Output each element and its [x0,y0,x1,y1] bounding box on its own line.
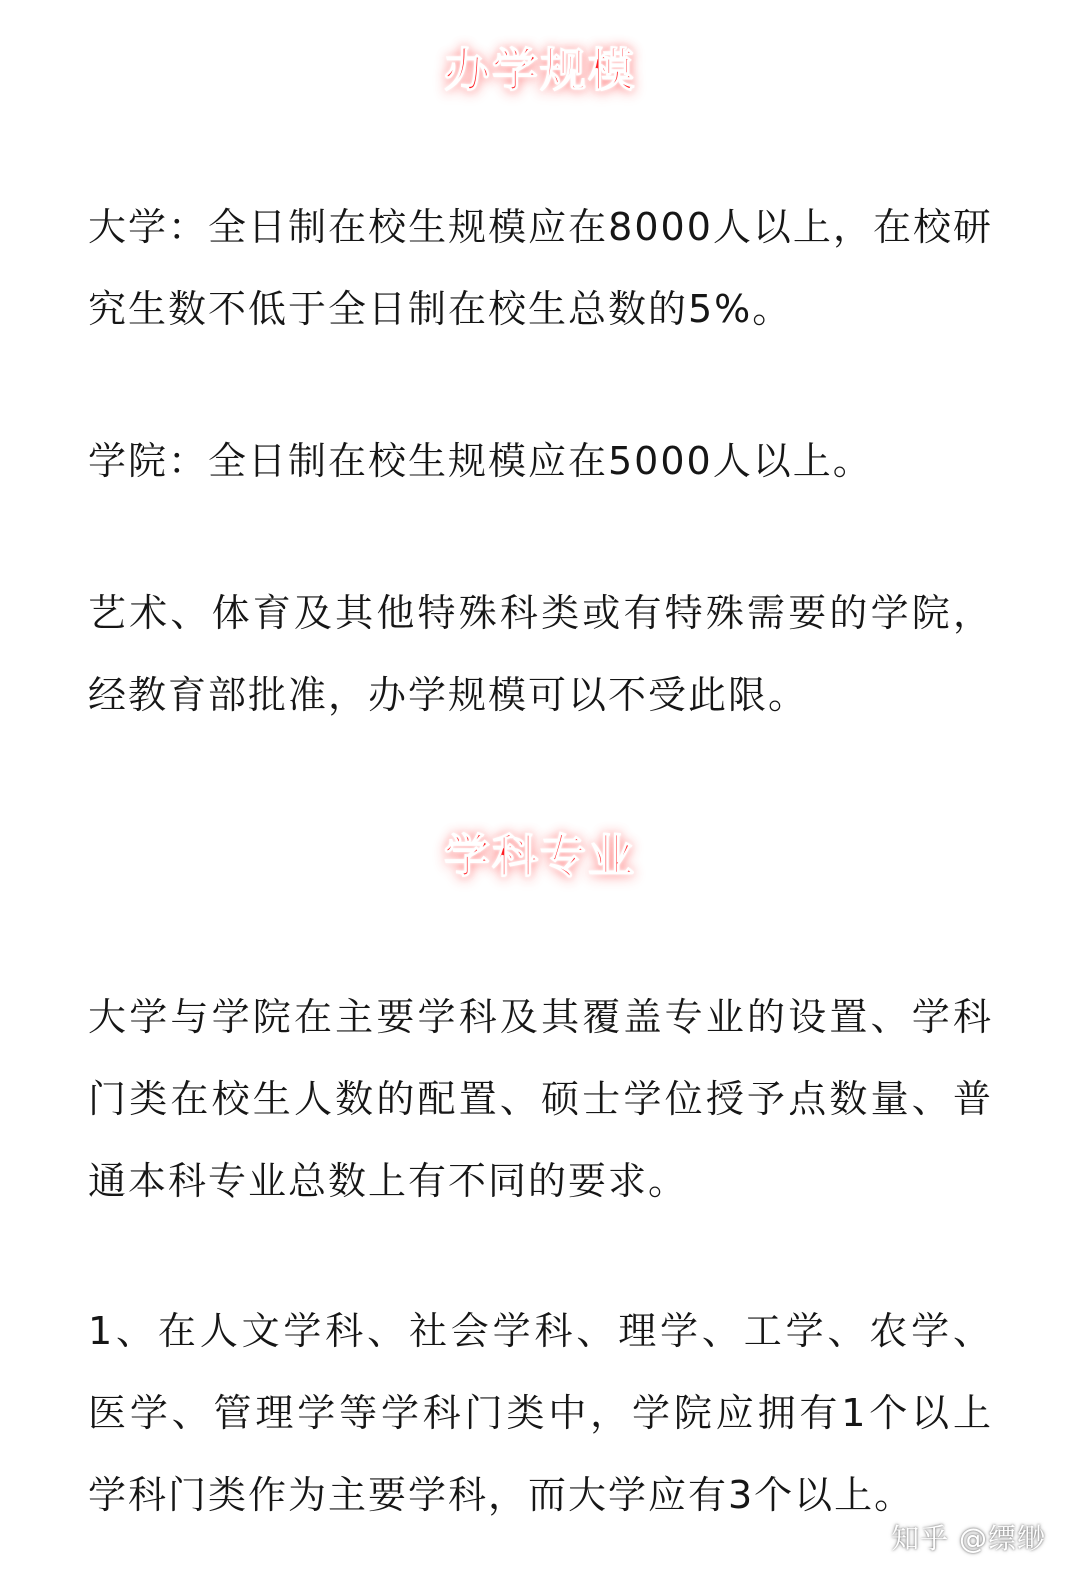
zhihu-watermark: 知乎 @缥缈 [891,1522,1046,1555]
paragraph-discipline-requirements: 大学与学院在主要学科及其覆盖专业的设置、学科门类在校生人数的配置、硕士学位授予点数量、普通本科专业总数上有不同的要求。 [88,995,993,1203]
section-heading-scale: 办学规模 [444,43,636,97]
paragraph-college-scale: 学院：全日制在校生规模应在5000人以上。 [88,439,873,483]
paragraph-special-colleges: 艺术、体育及其他特殊科类或有特殊需要的学院，经教育部批准，办学规模可以不受此限。 [88,591,993,717]
paragraph-discipline-rule-1: 1、在人文学科、社会学科、理学、工学、农学、医学、管理学等学科门类中，学院应拥有1个以上学科门类作为主要学科，而大学应有3个以上。 [88,1309,993,1517]
paragraph-university-scale: 大学：全日制在校生规模应在8000人以上，在校研究生数不低于全日制在校生总数的5%。 [88,205,993,331]
section-heading-disciplines: 学科专业 [444,829,636,883]
